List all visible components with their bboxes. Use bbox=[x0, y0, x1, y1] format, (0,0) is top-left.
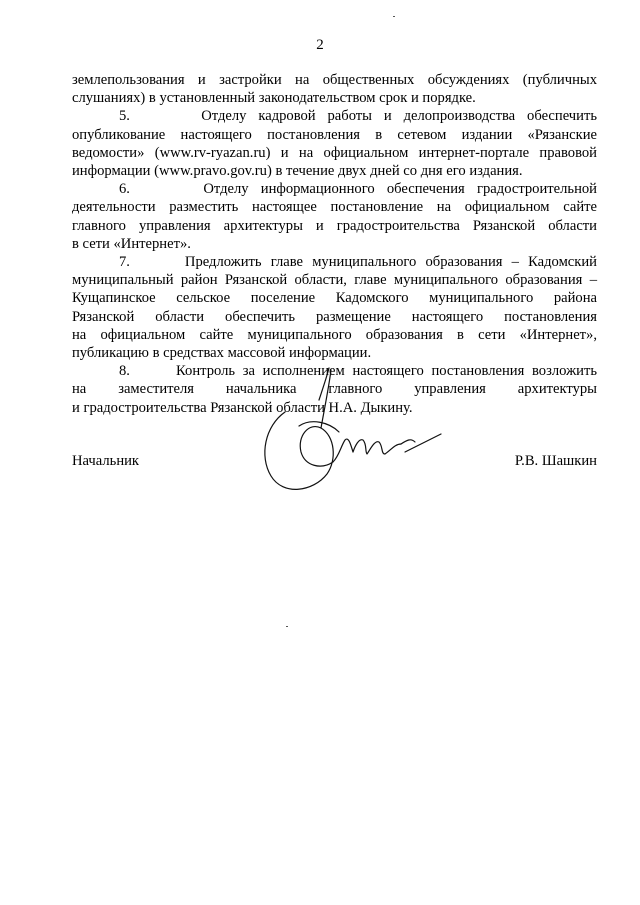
text-line: на официальном сайте муниципального образования в сети «Интернет», bbox=[72, 326, 597, 343]
signatory-position: Начальник bbox=[72, 453, 140, 469]
paragraph-continuation bbox=[72, 71, 597, 107]
paragraph-item-6 bbox=[72, 180, 597, 253]
text-line: муниципальный район Рязанской области, главе муниципального образования – bbox=[72, 272, 597, 289]
text-line: на заместителя начальника главного управления архитектуры bbox=[72, 381, 597, 398]
handwritten-signature bbox=[255, 366, 445, 518]
text-line: ведомости» (www.rv-ryazan.ru) и на официальном интернет-портале правовой bbox=[72, 144, 597, 161]
signatory-name: Р.В. Шашкин bbox=[514, 453, 597, 469]
text-line: опубликование настоящего постановления в сетевом издании «Рязанские bbox=[72, 126, 597, 143]
page-number: 2 bbox=[316, 37, 324, 53]
text-line: 6. Отделу информационного обеспечения градостроительной bbox=[119, 181, 597, 198]
text-line: главного управления архитектуры и градостроительства Рязанской области bbox=[72, 217, 597, 234]
text-line: в сети «Интернет». bbox=[72, 235, 191, 252]
text-line: слушаниях) в установленный законодательством срок и порядке. bbox=[72, 90, 476, 107]
text-line: Рязанской области обеспечить размещение настоящего постановления bbox=[72, 308, 597, 325]
text-line: Кущапинское сельское поселение Кадомского муниципального района bbox=[72, 290, 597, 307]
text-line: публикацию в средствах массовой информации. bbox=[72, 345, 372, 362]
scan-speck bbox=[286, 626, 288, 627]
document-body bbox=[72, 71, 597, 417]
text-line: информации (www.pravo.gov.ru) в течение двух дней со дня его издания. bbox=[72, 163, 523, 180]
text-line: землепользования и застройки на общественных обсуждениях (публичных bbox=[72, 72, 597, 88]
text-line: деятельности разместить настоящее постановление на официальном сайте bbox=[72, 199, 597, 216]
paragraph-item-5 bbox=[72, 107, 597, 180]
text-line: и градостроительства Рязанской области Н.А. Дыкину. bbox=[72, 399, 413, 416]
text-line: 5. Отделу кадровой работы и делопроизводства обеспечить bbox=[119, 108, 597, 125]
scan-speck bbox=[393, 16, 395, 17]
text-line: 7. Предложить главе муниципального образования – Кадомский bbox=[119, 254, 597, 271]
paragraph-item-7 bbox=[72, 253, 597, 362]
text-line: 8. Контроль за исполнением настоящего постановления возложить bbox=[119, 363, 597, 380]
